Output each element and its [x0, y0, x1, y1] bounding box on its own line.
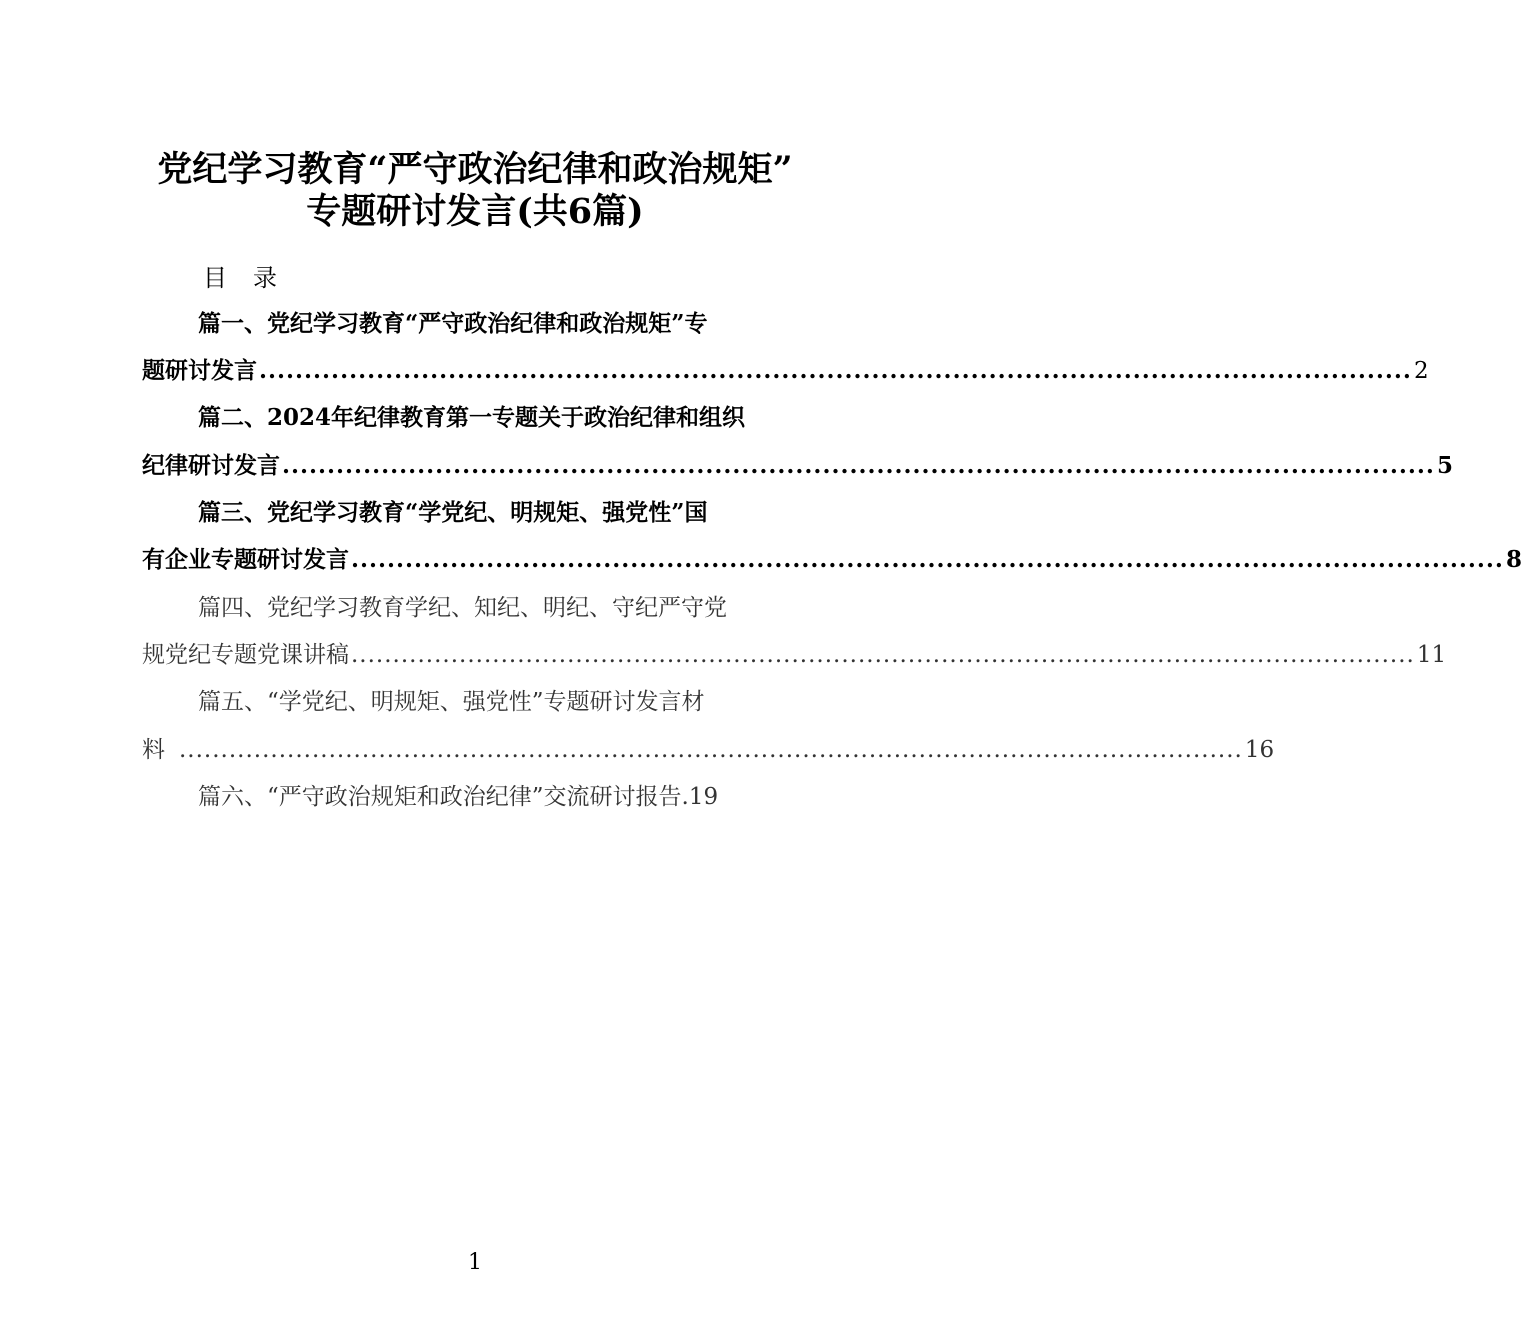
toc-entry-4-page: 11 — [1416, 642, 1447, 668]
toc-heading: 目录 — [203, 264, 303, 292]
toc-entry-6[interactable] — [198, 781, 718, 813]
toc-leader-dots: ................................................................................................................................ — [351, 546, 1504, 573]
toc-entry-2-line-1[interactable]: 篇二、2024年纪律教育第一专题关于政治纪律和组织 — [198, 404, 746, 431]
toc-entry-2-title-end: 纪律研讨发言 — [142, 452, 280, 479]
toc-entry-1-title-end: 题研讨发言 — [142, 357, 257, 384]
document-title-line-2: 专题研讨发言(共6篇) — [306, 191, 644, 232]
toc-leader-dots: ................................................................................................................................ — [259, 357, 1412, 384]
toc-entry-5-line-1[interactable]: 篇五、“学党纪、明规矩、强党性”专题研讨发言材 — [198, 689, 705, 715]
document-title-line-1: 党纪学习教育“严守政治纪律和政治规矩” — [157, 149, 793, 190]
toc-entry-5-title-end: 料 — [142, 737, 165, 763]
page-number: 1 — [468, 1250, 482, 1275]
toc-entry-1-line-1[interactable]: 篇一、党纪学习教育“严守政治纪律和政治规矩”专 — [198, 310, 708, 337]
toc-entry-5-line-2[interactable] — [142, 734, 1275, 766]
toc-entry-6-page: 19 — [688, 784, 719, 810]
toc-entry-3-title-end: 有企业专题研讨发言 — [142, 546, 349, 573]
toc-entry-2-page: 5 — [1436, 452, 1453, 479]
toc-entry-6-title: 篇六、“严守政治规矩和政治纪律”交流研讨报告. — [198, 784, 689, 810]
toc-leader-dots: ................................................................................................................................ — [351, 642, 1415, 668]
toc-entry-4-title-end: 规党纪专题党课讲稿 — [142, 642, 349, 668]
toc-entry-1-page: 2 — [1413, 358, 1429, 384]
toc-entry-3-page: 8 — [1505, 546, 1522, 573]
toc-leader-dots: ................................................................................................................................ — [282, 452, 1435, 479]
toc-entry-5-page: 16 — [1244, 737, 1275, 763]
toc-entry-3-line-1[interactable]: 篇三、党纪学习教育“学党纪、明规矩、强党性”国 — [198, 499, 708, 526]
toc-entry-2-line-2[interactable] — [142, 450, 1453, 482]
toc-entry-4-line-2[interactable] — [142, 639, 1447, 671]
toc-entry-3-line-2[interactable] — [142, 544, 1522, 576]
toc-leader-dots: ................................................................................................................................ — [179, 737, 1243, 763]
toc-entry-1-line-2[interactable] — [142, 355, 1429, 387]
toc-entry-4-line-1[interactable]: 篇四、党纪学习教育学纪、知纪、明纪、守纪严守党 — [198, 595, 727, 621]
